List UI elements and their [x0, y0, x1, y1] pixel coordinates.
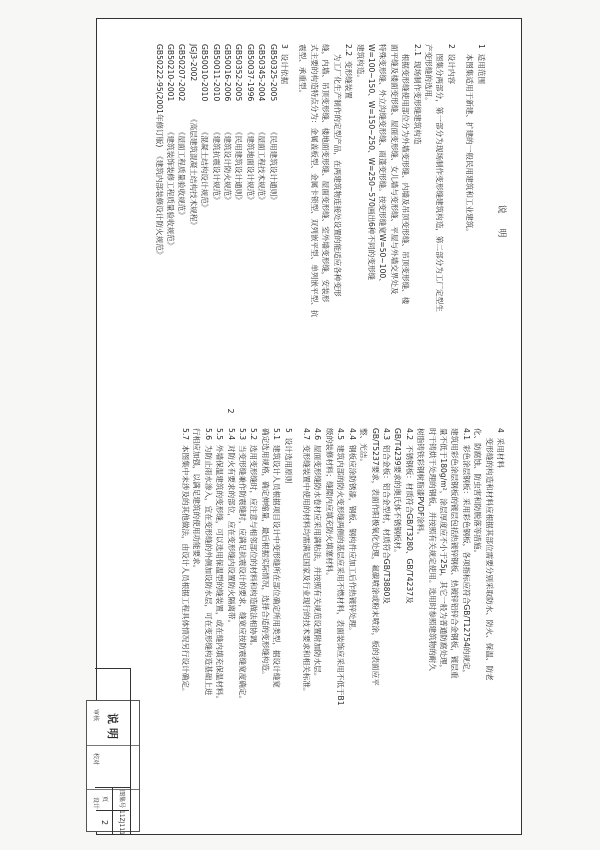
text-line: 整、光洁。 — [359, 428, 369, 466]
text-line: W=100~150、W=150~250、W=250~570画出6种不同的变形缝 — [366, 44, 376, 281]
page-no: 2 — [99, 819, 109, 826]
text-line: 建筑构造。 — [355, 44, 365, 82]
strip-label: 审核 — [92, 709, 99, 722]
right-column — [180, 428, 506, 796]
text-line: GB50345-2004 《屋面工程技术规范》 — [257, 44, 267, 204]
atlas-label: 图集号 — [112, 788, 129, 811]
text-line: GB50325-2005 《民用建筑设计通则》 — [268, 44, 278, 204]
text-line: 5.6 为防止雨水渗入，宜在变形缝的外侧加设防水层，可在变形缝构造基础上进 — [203, 428, 213, 696]
text-line: 面平缝及楼面变形缝、屋面变形缝、女儿墙与变形缝、平屋与外墙交界处及 — [389, 44, 399, 295]
text-line: 5.3 当变形缝兼作防震缝时，应满足抗震设计的要求，缝宽应按防震缝宽度确定。 — [238, 428, 248, 704]
strip-label: 校对 — [92, 753, 99, 766]
text-line: 5.7 本图集中未涉及的其他做法，由设计人员根据工程具体情况另行设计确定。 — [181, 428, 191, 696]
text-line: 图集分两部分，第一部分为现场制作变形缝建筑构造，第二部分为工厂定型生 — [435, 44, 445, 312]
text-line: 本图集适用于新建、扩建的一般民用建筑和工业建筑。 — [465, 44, 475, 236]
text-line: 5 设计选用原则 — [283, 428, 293, 484]
text-line: 2.2 变形缝装置 — [344, 44, 354, 99]
page-number: 2 — [226, 408, 235, 414]
text-line: GB50016-2006 《建筑设计防火规范》 — [223, 44, 233, 204]
title-block — [95, 668, 131, 834]
text-line: 5.1 建筑设计人员根据项目设计中变形缝所在部位确定所用类型，据设计缝宽 — [272, 428, 282, 688]
text-line: 4.5 建筑内部的防火变形缝两侧的基层应采用不燃材料，表面装饰应采用不低于B1 — [336, 428, 346, 706]
text-line: 行相应加强，以满足建筑的使用功能要求。 — [192, 428, 202, 573]
text-line: GB/T5237要求，表面作阳极氧化处理，氟碳喷涂或粉末喷涂，板的表面应平 — [370, 428, 380, 686]
text-line: 树脂铸铁彩钢树脂漆PVDF涂料。 — [416, 428, 426, 540]
text-line: 4.3 铝合金板：铝合金型材，材质符合GB/T3880及 — [381, 428, 391, 605]
atlas-number: 11ZJ111 — [112, 811, 129, 834]
text-line: 为工厂化生产制作的定型产品，在两建筑物连接处设置的能适应各种变形 — [332, 44, 342, 297]
right-column-text — [180, 428, 506, 796]
text-line: 1 适用范围 — [476, 44, 486, 85]
document-page — [96, 18, 520, 833]
text-line: 产变形缝的选用。 — [423, 44, 433, 105]
text-line: 式主要的构造特点分为：金属盖板型、金属卡锁型、双列嵌平型、单列嵌平型、抗 — [309, 44, 319, 318]
text-line: 量不低于180g/m²，涂层厚度应不小于25μ，其它一般为普通防腐处理， — [438, 428, 448, 673]
text-line: 5.2 选用变形缝时，应注意与相邻部位的材料和构造做法相协调。 — [249, 428, 259, 650]
document-title: 说 明 — [496, 204, 506, 244]
text-line: GB50352-2005 《民用建筑设计通则》 — [234, 44, 244, 204]
text-line: 变形缝的构造和材料应根据其部位需要分别采取防水、防火、保温、防老 — [484, 428, 494, 681]
text-line: 震型、承重型。 — [298, 44, 308, 98]
text-line: 缝，内墙、吊顶变形缝、楼地面变形缝、屋面变形缝、室外墙变形缝，安装形 — [321, 44, 331, 303]
text-line: GB50207-2002 《屋面工程质量验收规范》 — [177, 44, 187, 219]
text-line: 4.4 钢板应涂防锈漆，钢板、钢构件应加工后作热镀锌处理。 — [347, 428, 357, 635]
paragraph-gap — [290, 44, 297, 404]
text-line: GB/T4239要求的奥氏体不锈钢板材。 — [393, 428, 403, 557]
text-line: 5.4 对防火有要求的部位，应在变形缝内设置防火隔离带。 — [226, 428, 236, 628]
paragraph-gap — [457, 44, 464, 404]
text-line: 级的装修材料；缝隙内应填充防火填塞材料。 — [324, 428, 334, 580]
text-line: JGJ3-2002 《高层建筑混凝土结构技术规程》 — [188, 44, 198, 229]
page-label: 页 — [96, 788, 112, 811]
text-line: GB50222-95(2001年修订版) 《建筑内部装修设计防火规范》 — [154, 44, 164, 259]
text-line: 2.1 现场制作变形缝建筑构造 — [412, 44, 422, 145]
text-line: 特殊变形缝、外立沟缝变形缝、雨篷变形缝。按变形缝宽W=50~100、 — [378, 44, 388, 286]
text-line: 确定选用规格，确定伸缩量，最后根据实际情况，选择合适的变形缝构造。 — [260, 428, 270, 679]
text-line: GB50210-2001 《建筑装饰装修工程质量验收规范》 — [166, 44, 176, 250]
text-line: GB50010-2010 《混凝土结构设计规范》 — [200, 44, 210, 212]
text-line: 4.1 彩色涂层钢板：采用彩色钢板，各项指标应符合GB/T12754的规定， — [461, 428, 471, 678]
paragraph-gap — [294, 428, 301, 796]
text-line: 3 设计依据 — [280, 44, 290, 85]
text-line: 化、防腐蚀、防虫害和防脱落等措施。 — [473, 428, 483, 558]
text-line: 5.5 外墙保温建筑的变形缝，可以选用保温型的缝装置，或在缝内填充保温材料。 — [215, 428, 225, 704]
text-line: 2 设计内容 — [446, 44, 456, 85]
text-line: 4.2 不锈钢板：材质符合GB/T3280、GB/T4237及 — [404, 428, 414, 604]
text-line: 根据变形缝使用部位分为外墙变形缝、内墙及吊顶变形缝、吊顶变形缝、楼 — [401, 44, 411, 305]
left-column-text — [153, 44, 486, 404]
strip-label: 设计 — [92, 797, 99, 810]
text-line: 4.6 屋面变形缝防水卷材应采用满粘法，并按照有关规范设置附加防水层。 — [313, 428, 323, 681]
text-line: 时干铸烘干处理的钢板，并按照有关规定使用。选用时参照建筑物的耐久 — [427, 428, 437, 671]
text-line: 建筑用彩色涂层钢板的镀层包括热镀锌钢板、热镀锌铝锌合金钢板，镀层重 — [450, 428, 460, 679]
text-line: 4 采用材料 — [496, 428, 505, 469]
text-line: GB50011-2010 《建筑抗震设计规范》 — [211, 44, 221, 204]
left-column — [153, 44, 506, 404]
text-line: 4.7 变形缝装置中使用的材料均需满足国家及行业现行的技术要求和相关标准。 — [302, 428, 312, 696]
text-line: GB50037-1996 《建筑地面设计规范》 — [245, 44, 255, 204]
title-block-title: 说明 — [95, 669, 130, 788]
